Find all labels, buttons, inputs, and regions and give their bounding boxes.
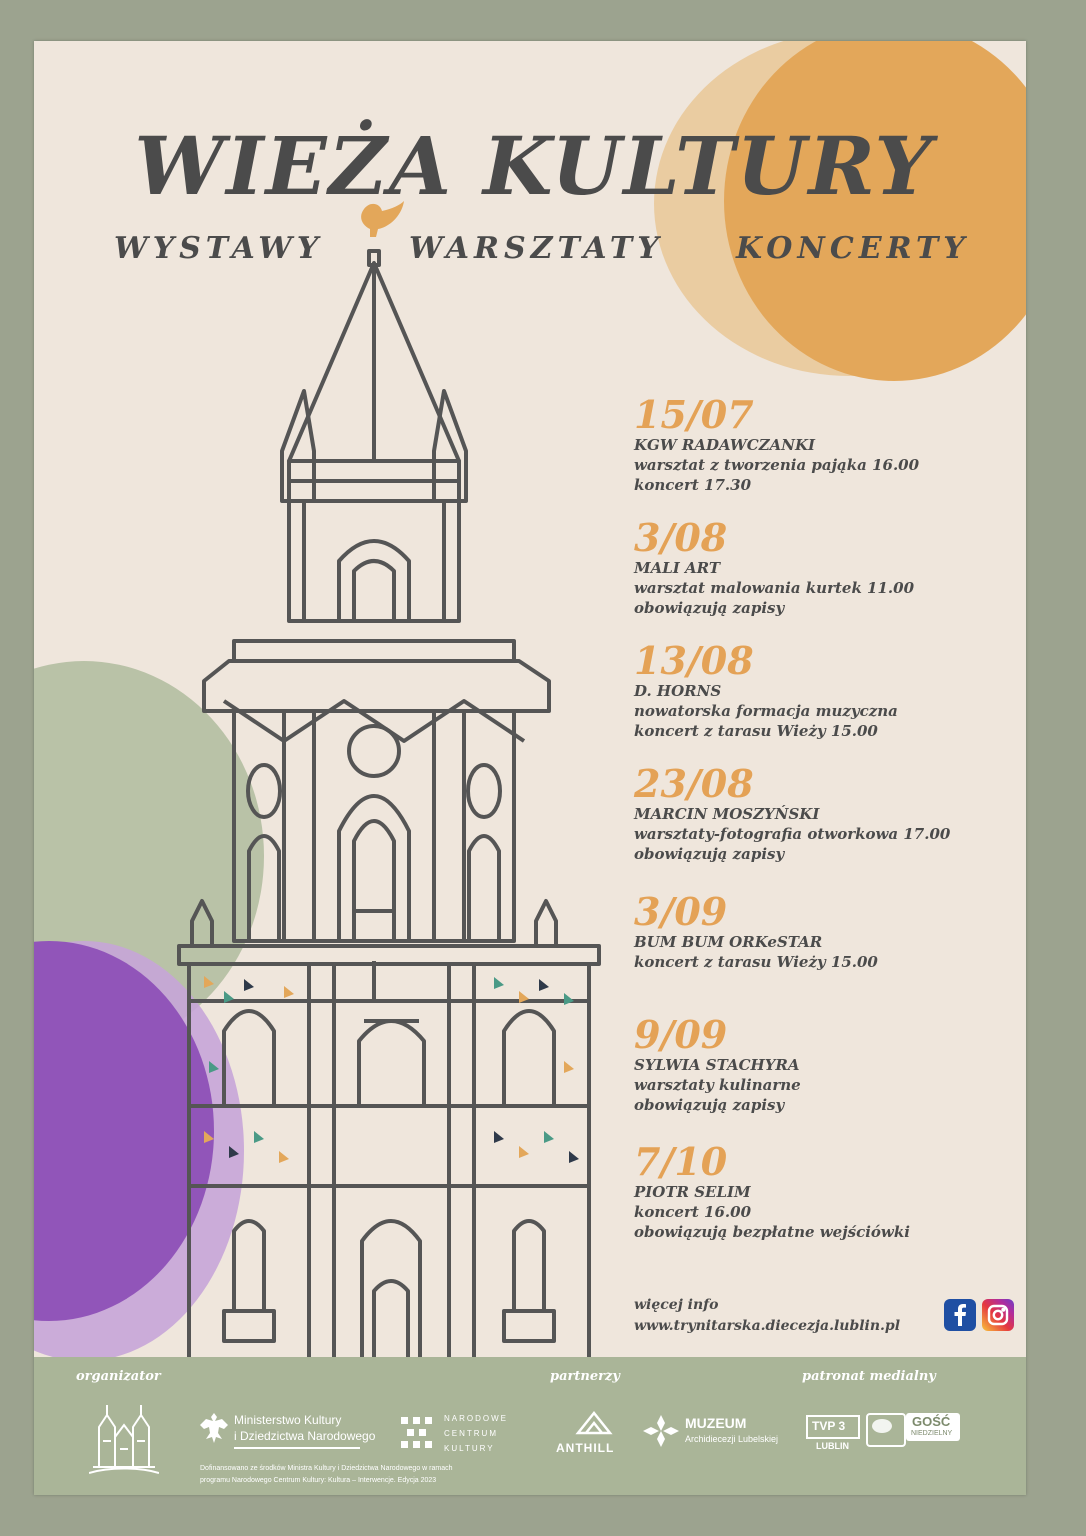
event-line: obowiązują zapisy	[634, 599, 785, 617]
event-line: KGW RADAWCZANKI	[634, 436, 816, 454]
tower-illustration	[164, 201, 624, 1366]
subtitle-exhibitions: WYSTAWY	[114, 231, 324, 266]
event-line: koncert z tarasu Wieży 15.00	[634, 722, 878, 740]
event-line: BUM BUM ORKeSTAR	[634, 933, 823, 951]
subtitle-concerts: KONCERTY	[736, 231, 970, 266]
event-line: MALI ART	[634, 559, 721, 577]
event-date: 9/09	[634, 1012, 728, 1057]
event-date: 13/08	[634, 638, 754, 683]
nck-name-line2: CENTRUM	[444, 1429, 498, 1438]
facebook-icon[interactable]	[944, 1299, 976, 1331]
event-4	[634, 761, 1014, 864]
event-5	[634, 889, 1014, 972]
funding-note-line2: programu Narodowego Centrum Kultury: Kultura – Interwencje. Edycja 2023	[200, 1477, 437, 1484]
nck-name-line1: NARODOWE	[444, 1414, 508, 1423]
radio-logo-icon	[866, 1413, 906, 1447]
event-line: warsztat z tworzenia pająka 16.00	[634, 456, 920, 474]
tvp3-logo	[806, 1415, 860, 1439]
radio-logo-mark	[872, 1419, 892, 1433]
event-line: obowiązują bezpłatne wejściówki	[634, 1223, 910, 1241]
event-line: koncert z tarasu Wieży 15.00	[634, 953, 878, 971]
event-line: MARCIN MOSZYŃSKI	[634, 805, 820, 823]
event-line: warsztat malowania kurtek 11.00	[634, 579, 915, 597]
museum-name-line1: MUZEUM	[685, 1415, 747, 1431]
event-2	[634, 515, 1014, 618]
gosc-logo	[906, 1413, 960, 1441]
more-info-label: więcej info	[634, 1297, 719, 1313]
instagram-icon[interactable]	[982, 1299, 1014, 1331]
anthill-logo-icon	[574, 1409, 614, 1435]
event-line: koncert 16.00	[634, 1203, 752, 1221]
event-date: 7/10	[634, 1139, 728, 1184]
nck-name-line3: KULTURY	[444, 1444, 495, 1453]
event-1	[634, 392, 1014, 495]
church-logo-icon	[89, 1397, 159, 1475]
page-title: WIEŻA KULTURY	[134, 119, 934, 213]
website-link[interactable]: www.trynitarska.diecezja.lublin.pl	[634, 1318, 901, 1334]
event-line: warsztaty-fotografia otworkowa 17.00	[634, 825, 951, 843]
event-date: 15/07	[634, 392, 754, 437]
polish-eagle-icon	[198, 1409, 230, 1447]
funding-note-line1: Dofinansowano ze środków Ministra Kultury i Dziedzictwa Narodowego w ramach	[200, 1465, 453, 1472]
more-info	[634, 1295, 900, 1337]
event-date: 23/08	[634, 761, 754, 806]
bird-icon	[361, 201, 404, 237]
subtitle-workshops: WARSZTATY	[409, 231, 664, 266]
event-6	[634, 1012, 1014, 1115]
organizer-label: organizator	[76, 1369, 161, 1384]
bunting-pattern	[204, 976, 579, 1163]
museum-name-line2: Archidiecezji Lubelskiej	[685, 1434, 779, 1444]
event-date: 3/08	[634, 515, 728, 560]
poster	[34, 41, 1026, 1495]
tvp3-city: LUBLIN	[816, 1441, 849, 1451]
event-7	[634, 1139, 1014, 1242]
event-line: warsztaty kulinarne	[634, 1076, 801, 1094]
event-line: nowatorska formacja muzyczna	[634, 702, 898, 720]
event-date: 3/09	[634, 889, 728, 934]
event-line: obowiązują zapisy	[634, 845, 785, 863]
tvp3-name: TVP 3	[812, 1419, 846, 1433]
event-line: SYLWIA STACHYRA	[634, 1056, 800, 1074]
event-line: D. HORNS	[634, 682, 722, 700]
museum-logo-icon	[641, 1413, 681, 1449]
nck-logo-icon	[399, 1415, 435, 1451]
gosc-name: GOŚĆ	[912, 1414, 951, 1429]
event-line: koncert 17.30	[634, 476, 752, 494]
partners-label: partnerzy	[550, 1369, 620, 1384]
ministry-name-line1: Ministerstwo Kultury	[234, 1413, 342, 1427]
footer	[34, 1357, 1026, 1495]
event-line: PIOTR SELIM	[634, 1183, 751, 1201]
media-patron-label: patronat medialny	[802, 1369, 936, 1384]
ministry-underline	[234, 1447, 360, 1449]
anthill-name: ANTHILL	[556, 1441, 615, 1455]
event-3	[634, 638, 1014, 741]
ministry-name-line2: i Dziedzictwa Narodowego	[234, 1429, 376, 1443]
gosc-subname: NIEDZIELNY	[911, 1430, 953, 1437]
event-line: obowiązują zapisy	[634, 1096, 785, 1114]
